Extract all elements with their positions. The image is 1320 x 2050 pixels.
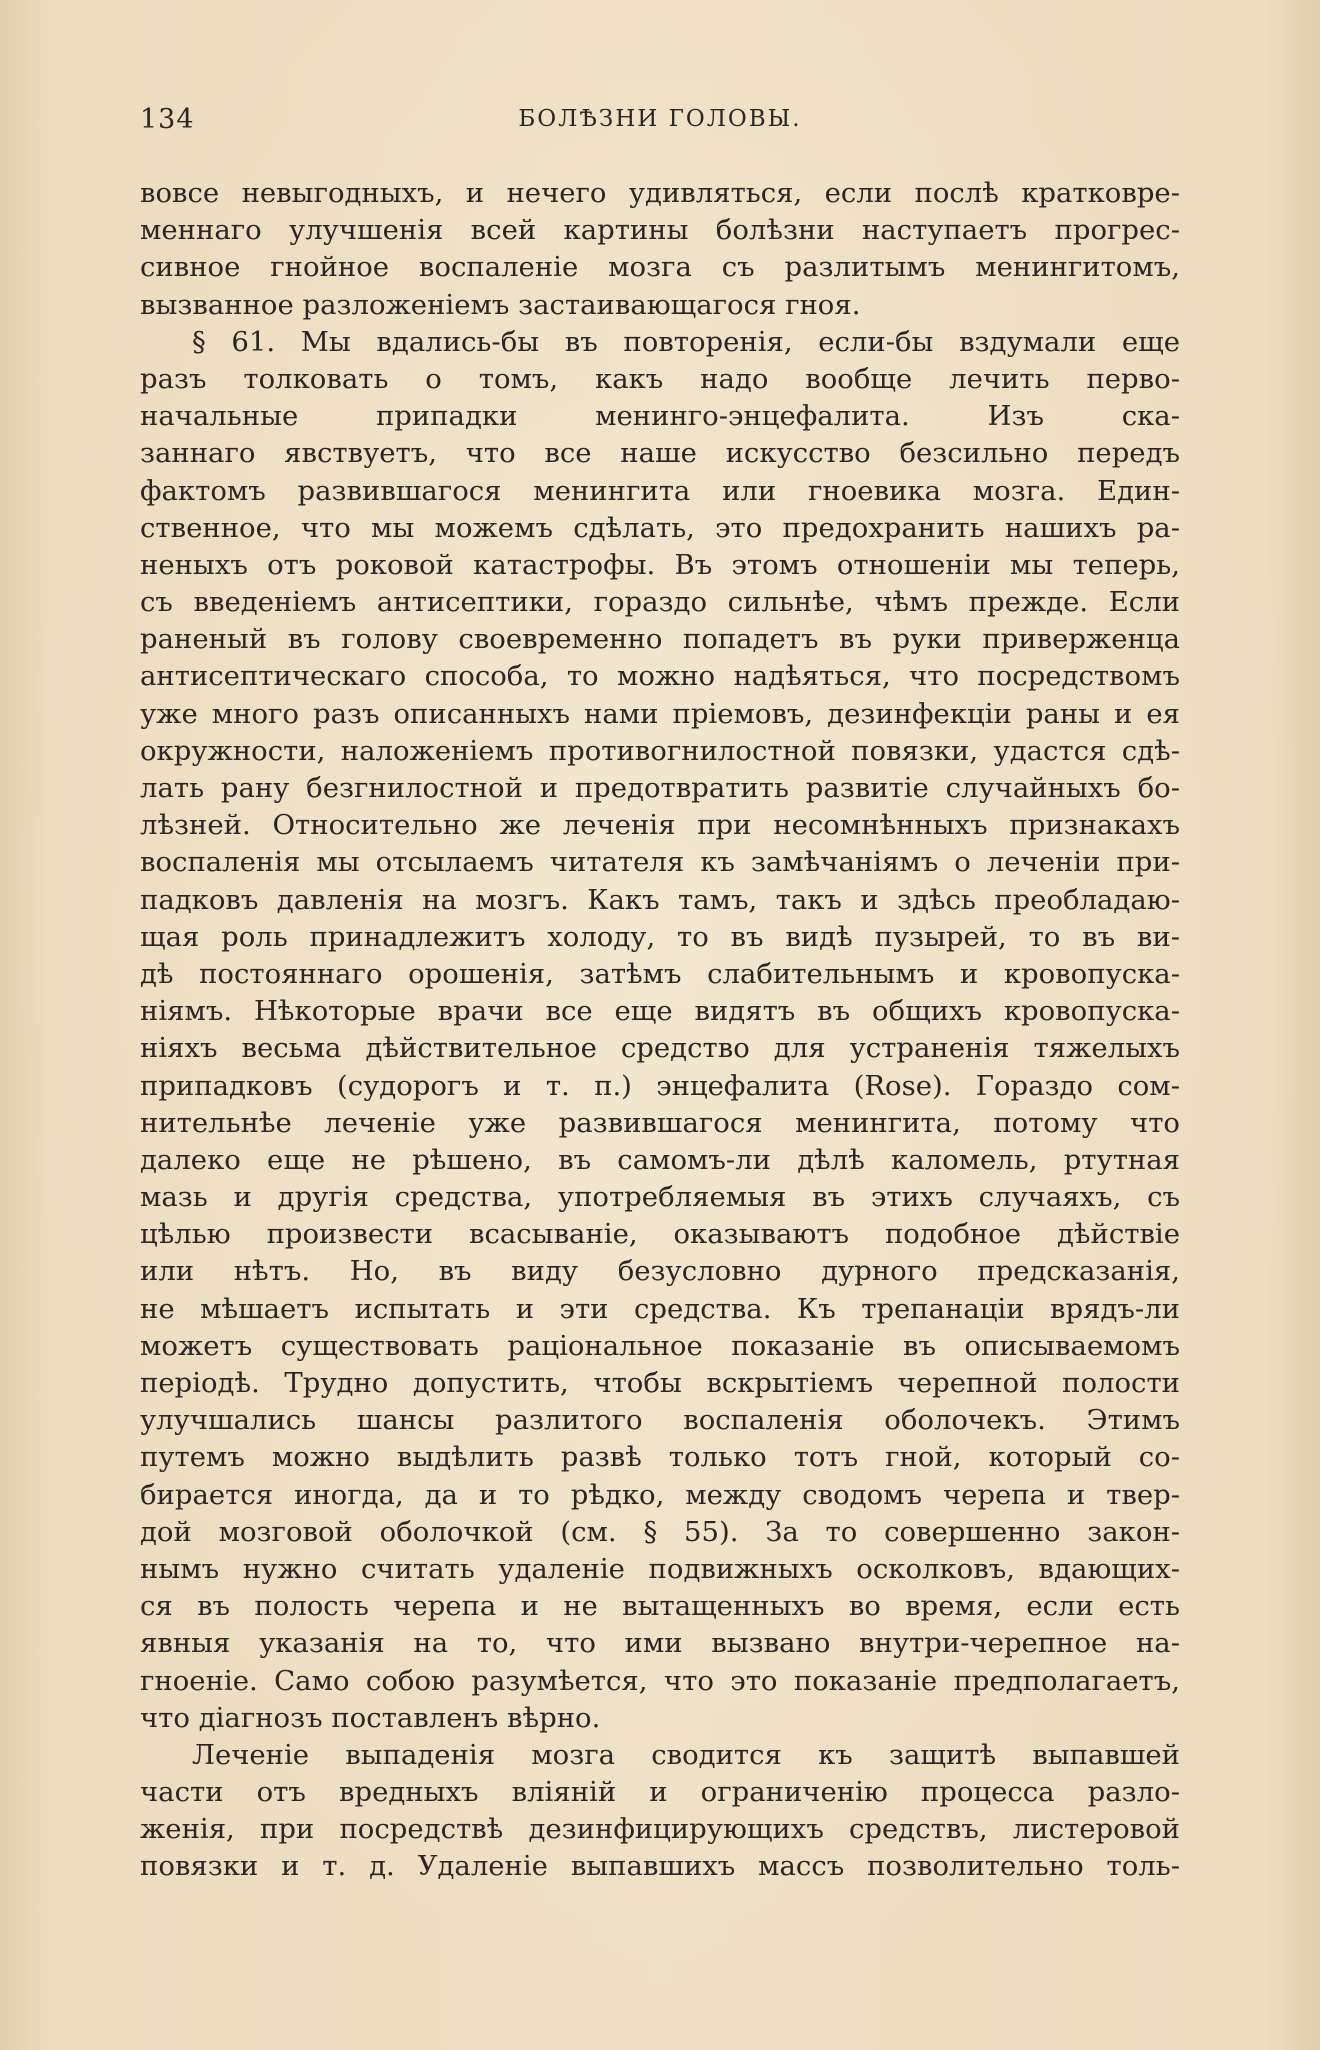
text-line: бирается иногда, да и то рѣдко, между сводомъ черепа и твер- (140, 1478, 1180, 1511)
text-line: дой мозговой оболочкой (см. § 55). За то совершенно закон- (140, 1515, 1180, 1548)
text-line: воспаленія мы отсылаемъ читателя къ замѣчаніямъ о леченіи при- (140, 846, 1180, 879)
text-line: періодѣ. Трудно допустить, чтобы вскрытіемъ черепной полости (140, 1367, 1180, 1399)
text-line: припадковъ (судорогъ и т. п.) энцефалита (Rose). Гораздо сом- (140, 1069, 1180, 1102)
page-number: 134 (140, 104, 195, 135)
text-line: заннаго явствуетъ, что все наше искусство безсильно передъ (140, 437, 1180, 470)
text-line: ніямъ. Нѣкоторые врачи все еще видятъ въ общихъ кровопуска- (140, 995, 1180, 1028)
text-line: женія, при посредствѣ дезинфицирующихъ средствъ, листеровой (140, 1813, 1180, 1846)
running-title: БОЛѢЗНИ ГОЛОВЫ. (518, 106, 802, 132)
text-line: или нѣтъ. Но, въ виду безусловно дурного предсказанія, (140, 1255, 1180, 1288)
text-line: лѣзней. Относительно же леченія при несомнѣнныхъ признакахъ (140, 809, 1180, 842)
text-line: сивное гнойное воспаленіе мозга съ разлитымъ менингитомъ, (140, 251, 1180, 284)
text-line: далеко еще не рѣшено, въ самомъ-ли дѣлѣ каломель, ртутная (140, 1143, 1180, 1176)
text-line: мазь и другія средства, употребляемыя въ этихъ случаяхъ, съ (140, 1181, 1180, 1214)
text-line: съ введеніемъ антисептики, гораздо сильнѣе, чѣмъ прежде. Если (140, 586, 1180, 619)
text-line: § 61. Мы вдались-бы въ повторенія, если-бы вздумали еще (192, 325, 1180, 358)
text-line: дѣ постояннаго орошенія, затѣмъ слабительнымъ и кровопуска- (140, 957, 1180, 990)
text-line: лать рану безгнилостной и предотвратить развитіе случайныхъ бо- (140, 772, 1180, 804)
text-line: щая роль принадлежитъ холоду, то въ видѣ пузырей, то въ ви- (140, 920, 1180, 953)
text-line: повязки и т. д. Удаленіе выпавшихъ массъ позволительно толь- (140, 1850, 1180, 1883)
text-line: что діагнозъ поставленъ вѣрно. (140, 1701, 601, 1734)
text-line: нымъ нужно считать удаленіе подвижныхъ осколковъ, вдающих- (140, 1552, 1180, 1585)
text-line: ственное, что мы можемъ сдѣлать, это предохранить нашихъ ра- (140, 511, 1180, 544)
text-line: начальные припадки менинго-энцефалита. Изъ ска- (140, 400, 1180, 433)
text-line: антисептическаго способа, то можно надѣяться, что посредствомъ (140, 660, 1180, 693)
text-line: нительнѣе леченіе уже развившагося менингита, потому что (140, 1106, 1180, 1139)
text-line: неныхъ отъ роковой катастрофы. Въ этомъ отношеніи мы теперь, (140, 548, 1180, 581)
text-line: можетъ существовать раціональное показаніе въ описываемомъ (140, 1329, 1180, 1362)
text-line: не мѣшаетъ испытать и эти средства. Къ трепанаціи врядъ-ли (140, 1292, 1180, 1325)
text-line: ніяхъ весьма дѣйствительное средство для устраненія тяжелыхъ (140, 1032, 1180, 1065)
text-line: путемъ можно выдѣлить развѣ только тотъ гной, который со- (140, 1441, 1180, 1474)
body-text (140, 175, 1180, 1886)
text-line: падковъ давленія на мозгъ. Какъ тамъ, такъ и здѣсь преобладаю- (140, 883, 1180, 916)
text-line: Леченіе выпаденія мозга сводится къ защитѣ выпавшей (192, 1738, 1180, 1771)
text-line: улучшались шансы разлитого воспаленія оболочекъ. Этимъ (140, 1404, 1180, 1437)
text-line: разъ толковать о томъ, какъ надо вообще лечить перво- (140, 362, 1180, 395)
text-line: части отъ вредныхъ вліяній и ограниченію процесса разло- (140, 1776, 1180, 1809)
text-line: гноеніе. Само собою разумѣется, что это показаніе предполагаетъ, (140, 1664, 1180, 1697)
text-line: окружности, наложеніемъ противогнилостной повязки, удастся сдѣ- (140, 734, 1180, 767)
text-line: фактомъ развившагося менингита или гноевика мозга. Един- (140, 474, 1180, 507)
text-line: вовсе невыгодныхъ, и нечего удивляться, если послѣ кратковре- (140, 177, 1180, 209)
text-line: раненый въ голову своевременно попадетъ въ руки приверженца (140, 623, 1180, 656)
text-line: ся въ полость черепа и не вытащенныхъ во время, если есть (140, 1590, 1180, 1623)
text-line: цѣлью произвести всасываніе, оказываютъ подобное дѣйствіе (140, 1218, 1180, 1251)
text-line: меннаго улучшенія всей картины болѣзни наступаетъ прогрес- (140, 214, 1180, 247)
running-head (140, 104, 1180, 140)
text-line: вызванное разложеніемъ застаивающагося гноя. (140, 288, 861, 321)
text-line: уже много разъ описанныхъ нами пріемовъ, дезинфекціи раны и ея (140, 697, 1180, 730)
text-line: явныя указанія на то, что ими вызвано внутри-черепное на- (140, 1627, 1180, 1660)
